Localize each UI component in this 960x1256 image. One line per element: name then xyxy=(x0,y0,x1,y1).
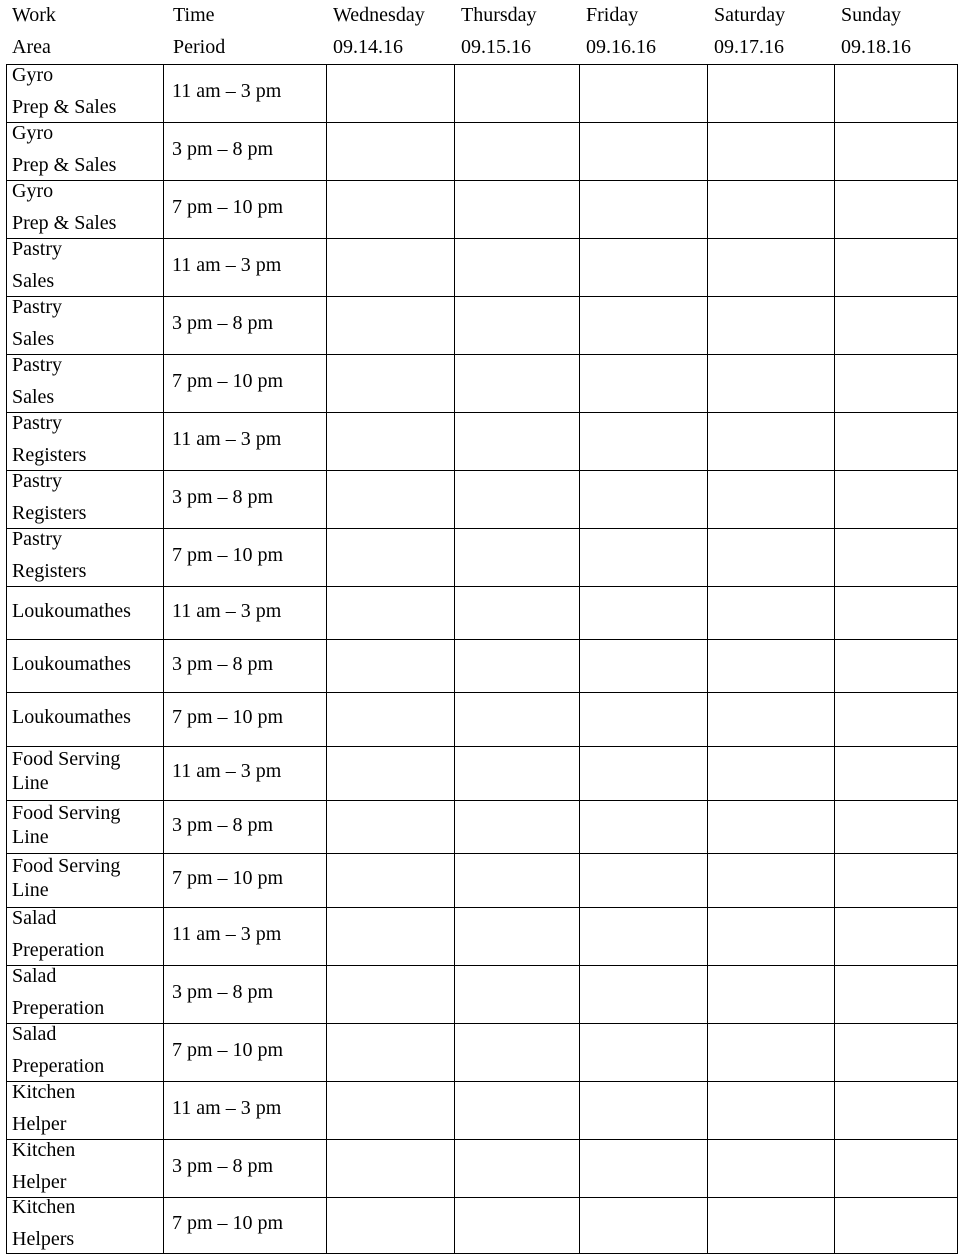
work-area-label: Pastry xyxy=(12,238,62,260)
shift-slot-cell xyxy=(708,355,834,412)
work-area-label: Salad xyxy=(12,907,57,929)
shift-slot-cell xyxy=(708,297,834,354)
header-day-name: Wednesday xyxy=(333,4,425,26)
shift-slot-cell xyxy=(327,297,454,354)
work-area-label: Prep & Sales xyxy=(12,96,117,118)
header-time-period-line1: Time xyxy=(173,4,215,26)
work-area-label: Sales xyxy=(12,386,55,408)
shift-slot-cell xyxy=(327,1198,454,1253)
shift-slot-cell xyxy=(835,693,957,746)
header-day-date: 09.18.16 xyxy=(841,36,911,58)
work-area-label: Registers xyxy=(12,502,87,524)
time-period-label: 7 pm – 10 pm xyxy=(172,544,284,566)
shift-slot-cell xyxy=(835,966,957,1023)
shift-slot-cell xyxy=(835,1082,957,1139)
time-period-label: 7 pm – 10 pm xyxy=(172,1212,284,1234)
header-day-date: 09.17.16 xyxy=(714,36,784,58)
work-area-label: Helper xyxy=(12,1171,67,1193)
shift-slot-cell xyxy=(708,1140,834,1197)
shift-slot-cell xyxy=(327,471,454,528)
shift-slot-cell xyxy=(327,801,454,853)
header-day-name: Friday xyxy=(586,4,639,26)
shift-slot-cell xyxy=(835,181,957,238)
shift-slot-cell xyxy=(327,693,454,746)
shift-slot-cell xyxy=(835,1140,957,1197)
work-area-label: Salad xyxy=(12,965,57,987)
shift-slot-cell xyxy=(455,355,579,412)
shift-slot-cell xyxy=(327,123,454,180)
work-area-label: Helper xyxy=(12,1113,67,1135)
shift-slot-cell xyxy=(455,640,579,692)
work-area-label: Salad xyxy=(12,1023,57,1045)
shift-slot-cell xyxy=(835,65,957,122)
shift-slot-cell xyxy=(708,1198,834,1253)
work-area-label: Pastry xyxy=(12,412,62,434)
shift-slot-cell xyxy=(835,355,957,412)
work-area-label: Gyro xyxy=(12,180,54,202)
work-area-label: Preperation xyxy=(12,1055,105,1077)
shift-slot-cell xyxy=(455,181,579,238)
work-area-label: Line xyxy=(12,772,49,794)
shift-slot-cell xyxy=(580,640,707,692)
shift-slot-cell xyxy=(455,854,579,907)
shift-slot-cell xyxy=(835,1198,957,1253)
work-area-label: Preperation xyxy=(12,939,105,961)
shift-slot-cell xyxy=(327,1140,454,1197)
work-area-label: Sales xyxy=(12,328,55,350)
shift-slot-cell xyxy=(580,854,707,907)
area-time-divider xyxy=(163,64,164,1253)
shift-slot-cell xyxy=(708,181,834,238)
shift-slot-cell xyxy=(580,529,707,586)
work-area-label: Line xyxy=(12,825,49,848)
shift-slot-cell xyxy=(835,529,957,586)
work-area-label: Loukoumathes xyxy=(12,599,131,622)
time-period-label: 11 am – 3 pm xyxy=(172,254,282,276)
shift-slot-cell xyxy=(327,529,454,586)
shift-slot-cell xyxy=(327,239,454,296)
time-period-label: 3 pm – 8 pm xyxy=(172,652,274,675)
header-work-area-line1: Work xyxy=(12,4,56,26)
work-area-label: Pastry xyxy=(12,354,62,376)
work-area-label: Food Serving xyxy=(12,855,121,877)
header-time-period-line2: Period xyxy=(173,36,226,58)
work-area-label: Gyro xyxy=(12,64,54,86)
work-area-label: Food Serving xyxy=(12,748,121,770)
shift-slot-cell xyxy=(835,471,957,528)
shift-slot-cell xyxy=(455,801,579,853)
time-period-label: 7 pm – 10 pm xyxy=(172,196,284,218)
shift-slot-cell xyxy=(327,181,454,238)
shift-slot-cell xyxy=(835,640,957,692)
shift-slot-cell xyxy=(580,355,707,412)
work-area-label: Helpers xyxy=(12,1228,75,1250)
shift-slot-cell xyxy=(708,471,834,528)
shift-slot-cell xyxy=(580,908,707,965)
header-day-date: 09.16.16 xyxy=(586,36,656,58)
work-area-label: Registers xyxy=(12,444,87,466)
shift-slot-cell xyxy=(327,413,454,470)
time-period-label: 3 pm – 8 pm xyxy=(172,312,274,334)
shift-slot-cell xyxy=(455,693,579,746)
shift-slot-cell xyxy=(708,966,834,1023)
shift-slot-cell xyxy=(835,801,957,853)
work-area-label: Registers xyxy=(12,560,87,582)
shift-slot-cell xyxy=(835,239,957,296)
shift-slot-cell xyxy=(580,123,707,180)
time-period-label: 11 am – 3 pm xyxy=(172,599,282,622)
header-work-area-line2: Area xyxy=(12,36,51,58)
shift-slot-cell xyxy=(835,1024,957,1081)
shift-slot-cell xyxy=(835,413,957,470)
time-period-label: 3 pm – 8 pm xyxy=(172,486,274,508)
shift-slot-cell xyxy=(580,587,707,639)
work-area-label: Preperation xyxy=(12,997,105,1019)
work-area-label: Pastry xyxy=(12,470,62,492)
shift-slot-cell xyxy=(455,413,579,470)
shift-slot-cell xyxy=(835,297,957,354)
work-area-label: Loukoumathes xyxy=(12,652,131,675)
shift-slot-cell xyxy=(835,908,957,965)
work-area-label: Pastry xyxy=(12,296,62,318)
shift-slot-cell xyxy=(455,239,579,296)
shift-slot-cell xyxy=(580,801,707,853)
work-area-label: Gyro xyxy=(12,122,54,144)
work-area-label: Kitchen xyxy=(12,1196,76,1218)
shift-slot-cell xyxy=(835,854,957,907)
shift-slot-cell xyxy=(455,123,579,180)
shift-slot-cell xyxy=(708,239,834,296)
shift-slot-cell xyxy=(708,65,834,122)
header-day-name: Thursday xyxy=(461,4,537,26)
shift-slot-cell xyxy=(708,413,834,470)
shift-slot-cell xyxy=(455,297,579,354)
shift-slot-cell xyxy=(708,123,834,180)
work-area-label: Prep & Sales xyxy=(12,154,117,176)
shift-slot-cell xyxy=(708,693,834,746)
shift-slot-cell xyxy=(455,966,579,1023)
time-period-label: 3 pm – 8 pm xyxy=(172,981,274,1003)
shift-slot-cell xyxy=(327,355,454,412)
shift-slot-cell xyxy=(455,471,579,528)
shift-slot-cell xyxy=(327,854,454,907)
shift-slot-cell xyxy=(580,1140,707,1197)
shift-slot-cell xyxy=(327,65,454,122)
time-period-label: 7 pm – 10 pm xyxy=(172,867,284,889)
shift-slot-cell xyxy=(580,297,707,354)
shift-slot-cell xyxy=(327,587,454,639)
header-day-date: 09.14.16 xyxy=(333,36,403,58)
shift-slot-cell xyxy=(580,181,707,238)
header-day-name: Sunday xyxy=(841,4,901,26)
work-area-label: Prep & Sales xyxy=(12,212,117,234)
shift-slot-cell xyxy=(580,65,707,122)
shift-slot-cell xyxy=(580,966,707,1023)
shift-slot-cell xyxy=(580,1024,707,1081)
work-area-label: Kitchen xyxy=(12,1081,76,1103)
work-area-label: Kitchen xyxy=(12,1139,76,1161)
shift-slot-cell xyxy=(708,529,834,586)
shift-slot-cell xyxy=(708,587,834,639)
header-day-name: Saturday xyxy=(714,4,786,26)
work-area-label: Pastry xyxy=(12,528,62,550)
shift-slot-cell xyxy=(455,747,579,800)
shift-slot-cell xyxy=(708,801,834,853)
shift-slot-cell xyxy=(455,1024,579,1081)
shift-slot-cell xyxy=(580,413,707,470)
work-area-label: Loukoumathes xyxy=(12,706,131,728)
time-period-label: 11 am – 3 pm xyxy=(172,1097,282,1119)
shift-slot-cell xyxy=(327,908,454,965)
shift-slot-cell xyxy=(835,123,957,180)
time-period-label: 11 am – 3 pm xyxy=(172,80,282,102)
table-left-border xyxy=(6,64,7,1253)
time-period-label: 7 pm – 10 pm xyxy=(172,1039,284,1061)
shift-slot-cell xyxy=(708,747,834,800)
shift-slot-cell xyxy=(455,1082,579,1139)
shift-slot-cell xyxy=(327,1082,454,1139)
shift-slot-cell xyxy=(455,587,579,639)
shift-slot-cell xyxy=(708,854,834,907)
shift-slot-cell xyxy=(327,966,454,1023)
time-period-label: 3 pm – 8 pm xyxy=(172,1155,274,1177)
time-period-label: 11 am – 3 pm xyxy=(172,428,282,450)
time-period-label: 7 pm – 10 pm xyxy=(172,706,284,728)
shift-slot-cell xyxy=(580,693,707,746)
day-column-divider xyxy=(957,64,958,1253)
work-area-label: Line xyxy=(12,879,49,901)
shift-slot-cell xyxy=(708,1082,834,1139)
shift-slot-cell xyxy=(327,1024,454,1081)
shift-slot-cell xyxy=(455,1198,579,1253)
shift-slot-cell xyxy=(580,747,707,800)
shift-slot-cell xyxy=(580,1198,707,1253)
work-area-label: Sales xyxy=(12,270,55,292)
shift-slot-cell xyxy=(708,640,834,692)
time-period-label: 11 am – 3 pm xyxy=(172,923,282,945)
shift-slot-cell xyxy=(455,1140,579,1197)
shift-slot-cell xyxy=(455,908,579,965)
shift-slot-cell xyxy=(835,747,957,800)
shift-slot-cell xyxy=(580,471,707,528)
time-period-label: 11 am – 3 pm xyxy=(172,760,282,782)
work-area-label: Food Serving xyxy=(12,801,121,824)
shift-slot-cell xyxy=(327,747,454,800)
time-period-label: 3 pm – 8 pm xyxy=(172,138,274,160)
time-period-label: 7 pm – 10 pm xyxy=(172,370,284,392)
header-day-date: 09.15.16 xyxy=(461,36,531,58)
shift-slot-cell xyxy=(835,587,957,639)
shift-slot-cell xyxy=(708,1024,834,1081)
time-period-label: 3 pm – 8 pm xyxy=(172,813,274,836)
shift-slot-cell xyxy=(455,529,579,586)
shift-slot-cell xyxy=(708,908,834,965)
shift-slot-cell xyxy=(455,65,579,122)
shift-slot-cell xyxy=(580,239,707,296)
shift-slot-cell xyxy=(327,640,454,692)
shift-slot-cell xyxy=(580,1082,707,1139)
